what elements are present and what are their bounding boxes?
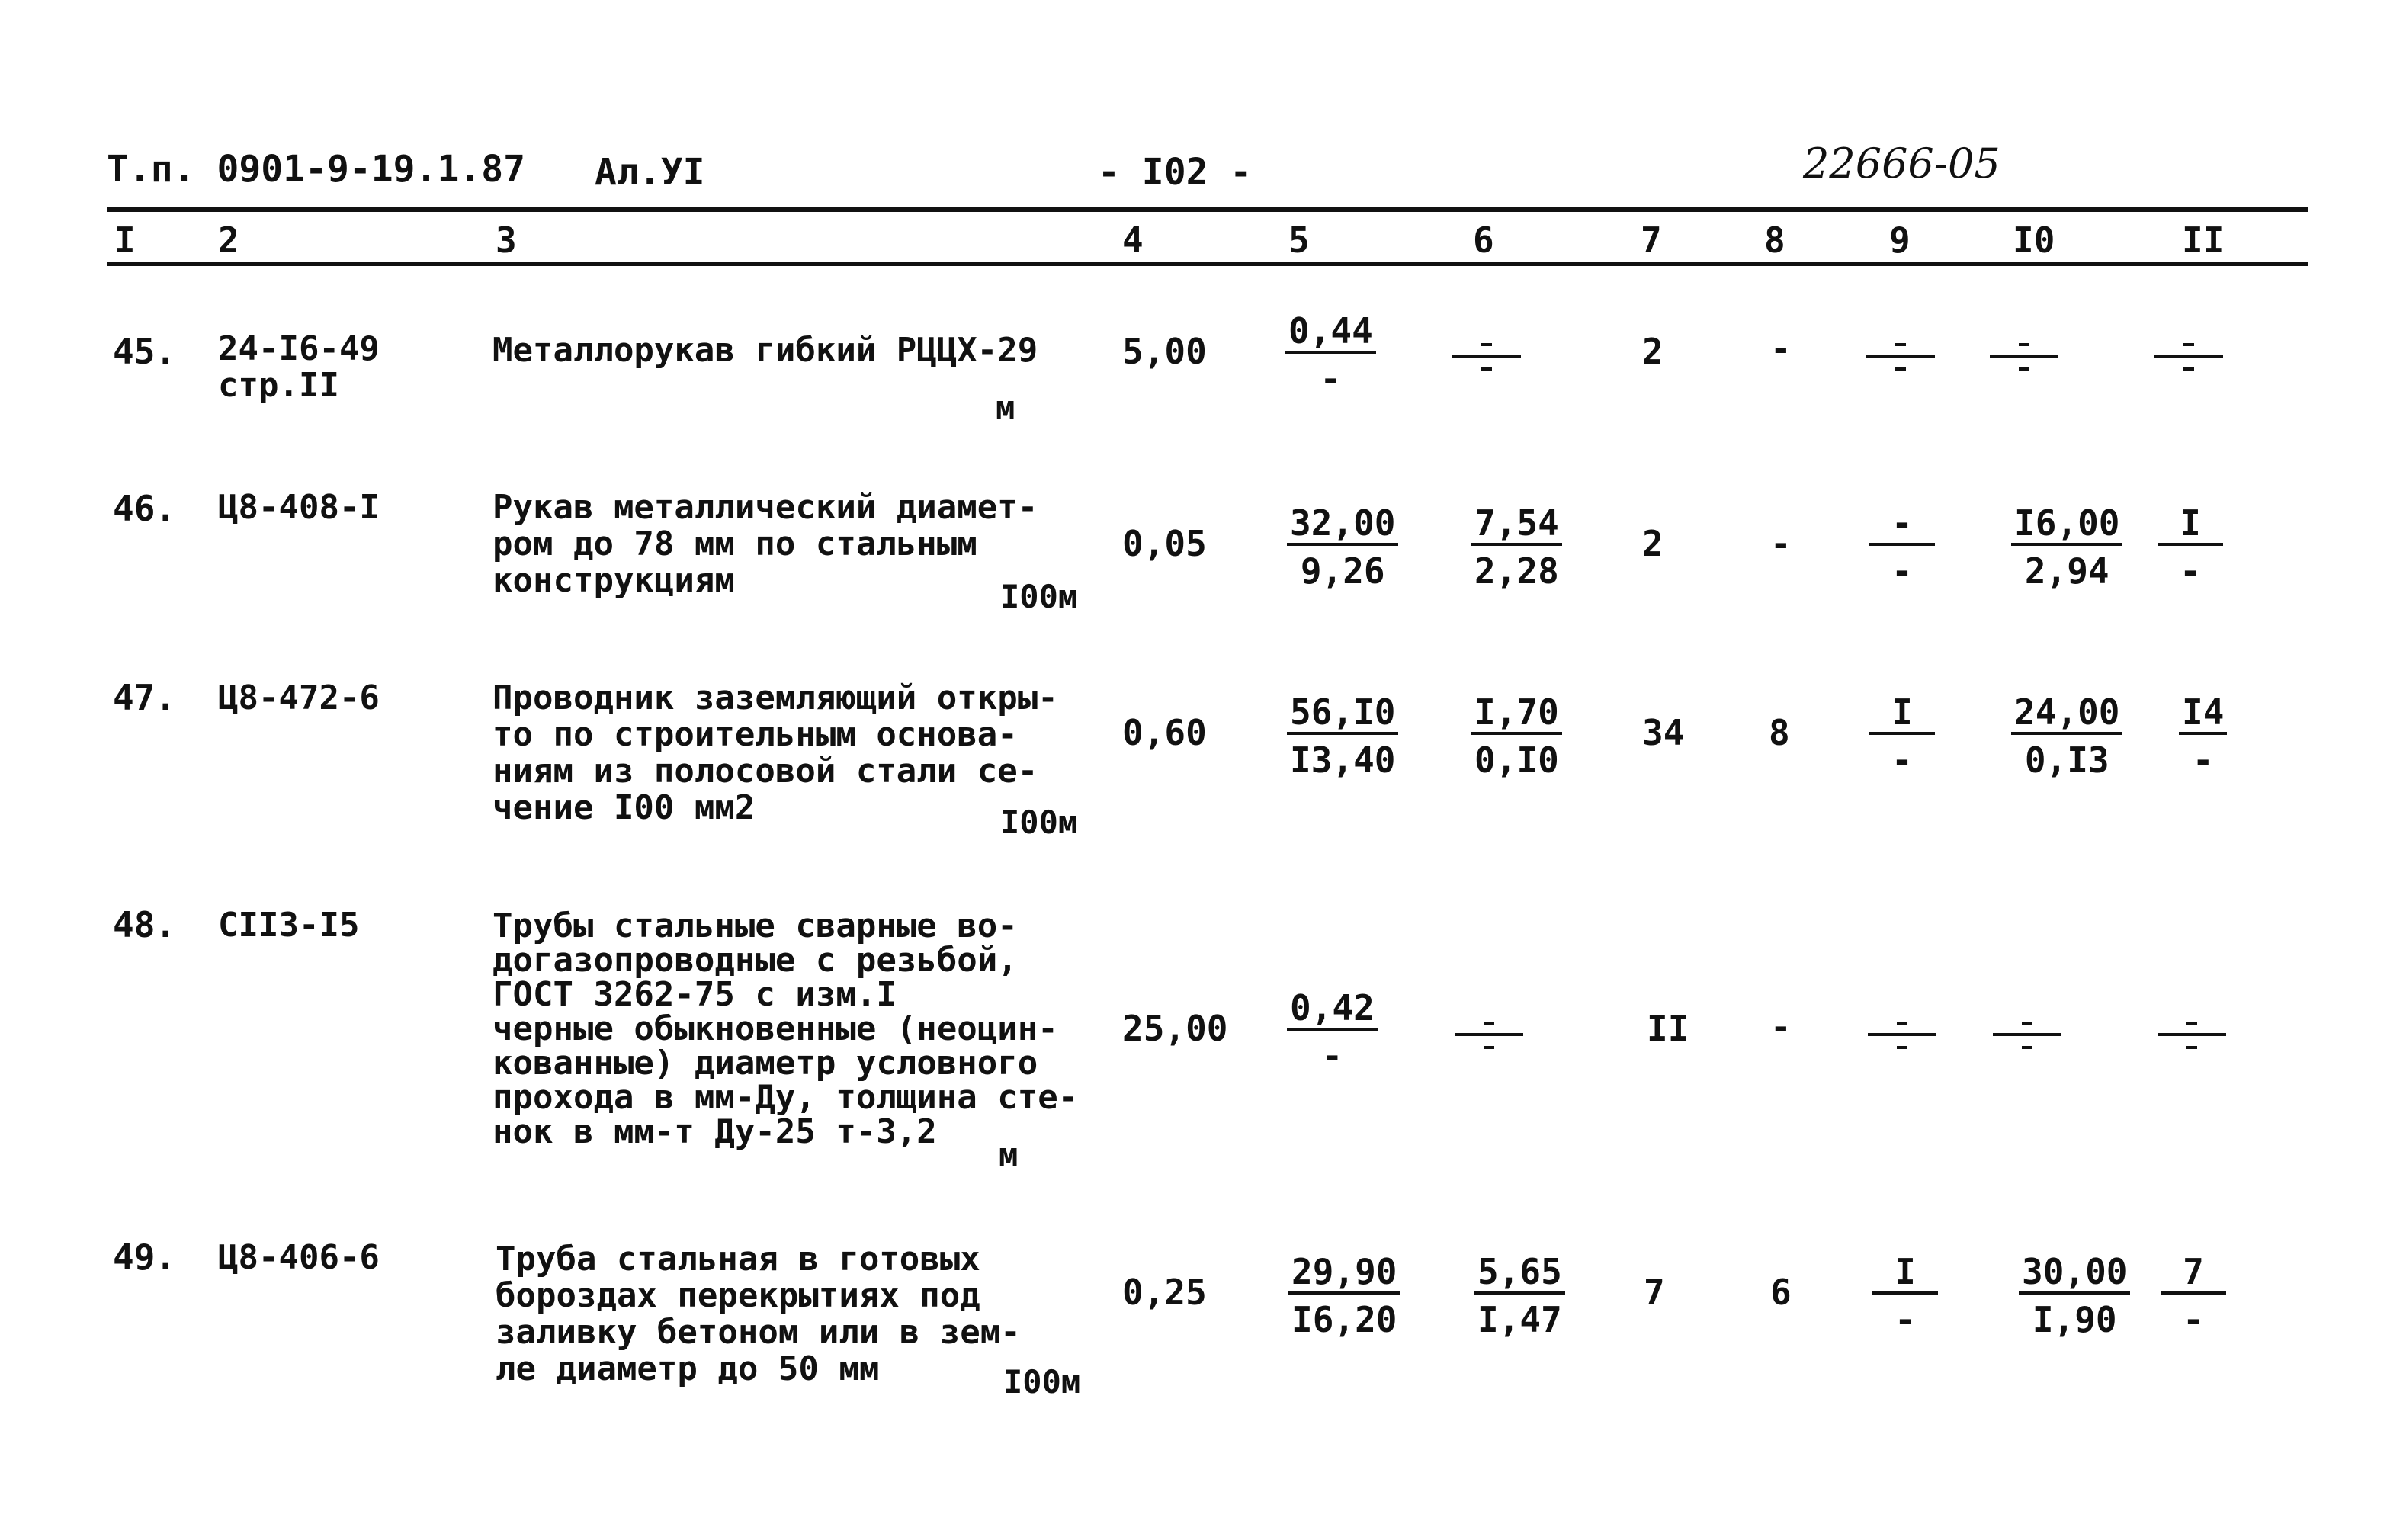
row-col7: 7 [1644, 1272, 1665, 1313]
row-description: Проводник заземляющий откры- то по строительным основа- ниям из полосовой стали се- чение I00 мм2 [492, 679, 1058, 827]
row-number: 48. [113, 904, 177, 945]
ditto-mark [1993, 1017, 2061, 1051]
row-col11: 7 - [2161, 1253, 2226, 1341]
column-number: I [114, 220, 136, 261]
row-number: 49. [113, 1237, 177, 1278]
row-unit: I00м [1003, 1363, 1081, 1400]
row-col8: 6 [1770, 1272, 1792, 1313]
doc-album: Ал.УI [595, 151, 705, 194]
row-description: Трубы стальные сварные во- догазопроводные с резьбой, ГОСТ 3262-75 с изм.I черные обыкновенные (неоцин- кованные) диаметр условного прохода в мм-Ду, толщина сте- нок в мм-т Ду-25 т-3,2 [492, 906, 1079, 1151]
ditto-mark [1455, 1017, 1523, 1051]
row-col7: 34 [1642, 712, 1685, 753]
column-number: I0 [2013, 220, 2055, 261]
row-col5: 0,42 - [1287, 990, 1378, 1077]
column-number: 2 [218, 220, 239, 261]
column-number: 5 [1288, 220, 1310, 261]
row-col5: $\frac{29,90}{I6,20}$ [1288, 1253, 1400, 1341]
row-unit: I00м [1000, 804, 1078, 841]
row-col8: - [1770, 1006, 1792, 1048]
column-number: 3 [496, 220, 517, 261]
column-number: 7 [1641, 220, 1662, 261]
row-unit: I00м [1000, 578, 1078, 615]
column-number: 9 [1889, 220, 1911, 261]
row-col7: II [1647, 1008, 1689, 1049]
row-col10: $\frac{30,00}{I,90}$ [2019, 1253, 2130, 1341]
row-col9: I - [1869, 694, 1935, 781]
row-col8: - [1770, 523, 1792, 564]
row-unit: м [999, 1136, 1019, 1173]
row-number: 46. [113, 488, 177, 529]
row-col10: $\frac{24,00}{0,I3}$ [2011, 694, 2122, 781]
column-number: II [2182, 220, 2225, 261]
ditto-mark [2158, 1017, 2226, 1051]
row-col11: I - [2158, 505, 2223, 592]
ditto-mark [1990, 338, 2058, 372]
row-col5: $\frac{56,I0}{I3,40}$ [1287, 694, 1398, 781]
row-col9: I - [1872, 1253, 1938, 1341]
row-col8: - [1770, 328, 1792, 369]
header-rule-bottom [107, 262, 2308, 266]
row-col7: 2 [1642, 331, 1664, 372]
row-col6: $\frac{7,54}{2,28}$ [1471, 505, 1562, 592]
row-code: Ц8-408-I [218, 488, 380, 527]
row-code: Ц8-472-6 [218, 679, 380, 717]
row-quantity: 0,25 [1122, 1272, 1207, 1313]
row-quantity: 25,00 [1122, 1008, 1228, 1049]
row-col5: $\frac{32,00}{9,26}$ [1287, 505, 1398, 592]
row-col7: 2 [1642, 523, 1664, 564]
row-unit: м [996, 389, 1015, 426]
page-number: - I02 - [1098, 151, 1253, 194]
row-number: 45. [113, 331, 177, 372]
column-number: 4 [1122, 220, 1144, 261]
row-code: СII3-I5 [218, 906, 360, 945]
row-code: 24-I6-49 стр.II [218, 329, 380, 405]
ditto-mark [1452, 338, 1521, 372]
ditto-mark [1866, 338, 1935, 372]
row-col5: 0,44 - [1285, 313, 1376, 400]
row-quantity: 0,60 [1122, 712, 1207, 753]
row-description: Труба стальная в готовых бороздах перекрытиях под заливку бетоном или в зем- ле диаметр до 50 мм [496, 1240, 1021, 1388]
row-col9: - - [1869, 505, 1935, 592]
column-number: 8 [1764, 220, 1785, 261]
row-description: Металлорукав гибкий РЦЦХ-29 [492, 331, 1038, 370]
row-col6: $\frac{I,70}{0,I0}$ [1471, 694, 1562, 781]
row-code: Ц8-406-6 [218, 1238, 380, 1277]
doc-registration-number: 22666-05 [1803, 140, 2000, 188]
row-quantity: 0,05 [1122, 523, 1207, 564]
row-quantity: 5,00 [1122, 331, 1207, 372]
doc-project-code: Т.п. 0901-9-19.1.87 [107, 148, 526, 191]
column-number: 6 [1473, 220, 1494, 261]
row-number: 47. [113, 677, 177, 718]
row-col6: $\frac{5,65}{I,47}$ [1474, 1253, 1565, 1341]
row-col8: 8 [1769, 712, 1790, 753]
ditto-mark [1868, 1017, 1936, 1051]
row-col10: $\frac{I6,00}{2,94}$ [2011, 505, 2122, 592]
row-description: Рукав металлический диамет- ром до 78 мм по стальным конструкциям [492, 488, 1038, 600]
header-rule-top [107, 207, 2308, 212]
row-col11: I4 - [2179, 694, 2227, 781]
ditto-mark [2154, 338, 2223, 372]
